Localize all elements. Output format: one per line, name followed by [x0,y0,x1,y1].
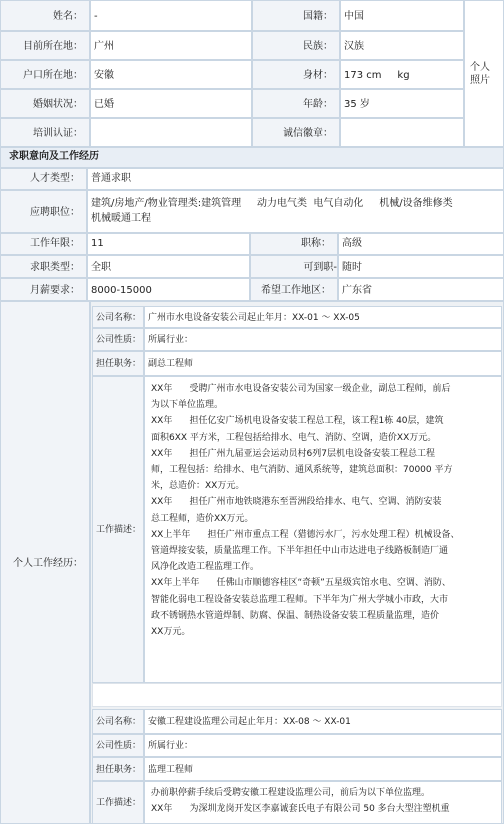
job1-desc-line: 总工程师，造价XX万元。 [151,513,254,524]
hukou-label: 户口所在地： [0,60,90,89]
job1-desc-line: 面积6XX 平方米，工程包括给排水、电气、消防、空调，造价XX万元。 [151,432,437,443]
age-value: 35 岁 [340,89,464,118]
salary-label: 月薪要求： [0,278,87,301]
available-value: 随时 [338,255,504,278]
area-value: 广东省 [338,278,504,301]
job1-company-value: 广州市水电设备安装公司起止年月：XX-01 ～ XX-05 [144,306,502,328]
experience-label: 个人工作经历： [0,301,90,824]
job2-desc-text [145,782,501,817]
job1-desc-line: XX年 受聘广州市水电设备安装公司为国家一级企业，副总工程师，前后 [151,384,451,394]
location-label: 目前所在地： [0,31,90,60]
job2-desc-label: 工作描述： [92,781,144,824]
job-type-label: 求职类型： [0,255,87,278]
job1-desc-line: 智能化弱电工程设备安装总监理工程师。下半年为广州大学城小市政，大市 [151,594,449,605]
height-value: 173 cm kg [340,60,464,89]
job2-company-label: 公司名称： [92,709,144,734]
name-value: - [90,0,252,31]
job1-desc-line: 风净化改造工程监理工作。 [151,562,260,573]
job2-nature-value: 所属行业： [144,734,502,757]
job2-role-value: 监理工程师 [144,757,502,781]
job1-desc-line: XX年 担任广州市地铁晓港东至晋洲段给排水、电气、空调、消防安装 [151,497,442,508]
position-line-1: 建筑/房地产/物业管理类:建筑管理 动力电气类 电气自动化 机械/设备维修类 [91,198,453,209]
job1-desc-label: 工作描述： [92,376,144,683]
talent-type-label: 人才类型： [0,168,87,190]
nationality-value: 中国 [340,0,464,31]
available-label: 可到职- [250,255,338,278]
job1-nature-value: 所属行业： [144,328,502,351]
training-value [90,118,252,147]
name-label: 姓名： [0,0,90,31]
photo-area [464,0,504,147]
job1-desc-line: 政不锈钢热水管道焊制、防腐、保温、制热设备安装工程质量监理，造价 [151,610,440,621]
age-label: 年龄： [252,89,340,118]
job2-desc-line: XX年 为深圳龙岗开发区李嘉诚套氏电子有限公司 50 多台大型注塑机重 [151,804,450,815]
job1-desc-line: XX年 担任亿安广场机电设备安装工程总工程，该工程1栋 40层，建筑 [151,416,444,427]
job2-nature-label: 公司性质： [92,734,144,757]
height-label: 身材： [252,60,340,89]
job1-desc-line: 管道焊接安装，质量监理工作。下半年担任中山市达进电子线路板制造厂通 [151,546,449,557]
job2-role-label: 担任职务： [92,757,144,781]
salary-value: 8000-15000 [87,278,250,301]
job1-desc-line: 师，工程包括：给排水、电气消防、通风系统等，建筑总面积：70000 平方 [151,465,453,476]
credit-value [340,118,464,147]
job1-desc-text [145,377,501,640]
location-value: 广州 [90,31,252,60]
job1-desc-line: XX万元。 [151,627,191,638]
position-label: 应聘职位： [0,190,87,233]
job1-desc-line: XX年 担任广州九届亚运会运动员村6列7层机电设备安装工程总工程 [151,448,435,459]
job2-company-value: 安徽工程建设监理公司起止年月：XX-08 ～ XX-01 [144,709,502,734]
marital-label: 婚姻状况： [0,89,90,118]
ethnicity-label: 民族： [252,31,340,60]
hukou-value: 安徽 [90,60,252,89]
title-value: 高级 [338,233,504,255]
job1-role-label: 担任职务： [92,351,144,376]
photo-label: 个人照片 [470,61,490,86]
job1-nature-label: 公司性质： [92,328,144,351]
job1-role-value: 副总工程师 [144,351,502,376]
job1-company-label: 公司名称： [92,306,144,328]
ethnicity-value: 汉族 [340,31,464,60]
talent-type-value: 普通求职 [87,168,504,190]
position-value [87,190,504,233]
years-value: 11 [87,233,250,255]
position-line-2: 机械暖通工程 [91,213,151,224]
credit-label: 诚信徽章： [252,118,340,147]
years-label: 工作年限： [0,233,87,255]
job-type-value: 全职 [87,255,250,278]
job1-desc-line: 米，总造价：XX万元。 [151,481,245,492]
job2-desc-line: 办前职停薪手续后受聘安徽工程建设监理公司，前后为以下单位监理。 [151,788,431,798]
nationality-label: 国籍： [252,0,340,31]
marital-value: 已婚 [90,89,252,118]
job1-desc-line: 为以下单位监理。 [151,400,224,411]
title-label: 职称： [250,233,338,255]
job-separator [92,683,502,707]
job1-desc [144,376,502,683]
section-title: 求职意向及工作经历 [0,147,504,168]
job2-desc [144,781,502,824]
area-label: 希望工作地区： [250,278,338,301]
job1-desc-line: XX年上半年 任佛山市顺德容桂区“奇顿”五星级宾馆水电、空调、消防、 [151,578,451,589]
job1-desc-line: XX上半年 担任广州市重点工程（猎德污水厂，污水处理工程）机械设备、 [151,529,460,540]
training-label: 培训认证： [0,118,90,147]
